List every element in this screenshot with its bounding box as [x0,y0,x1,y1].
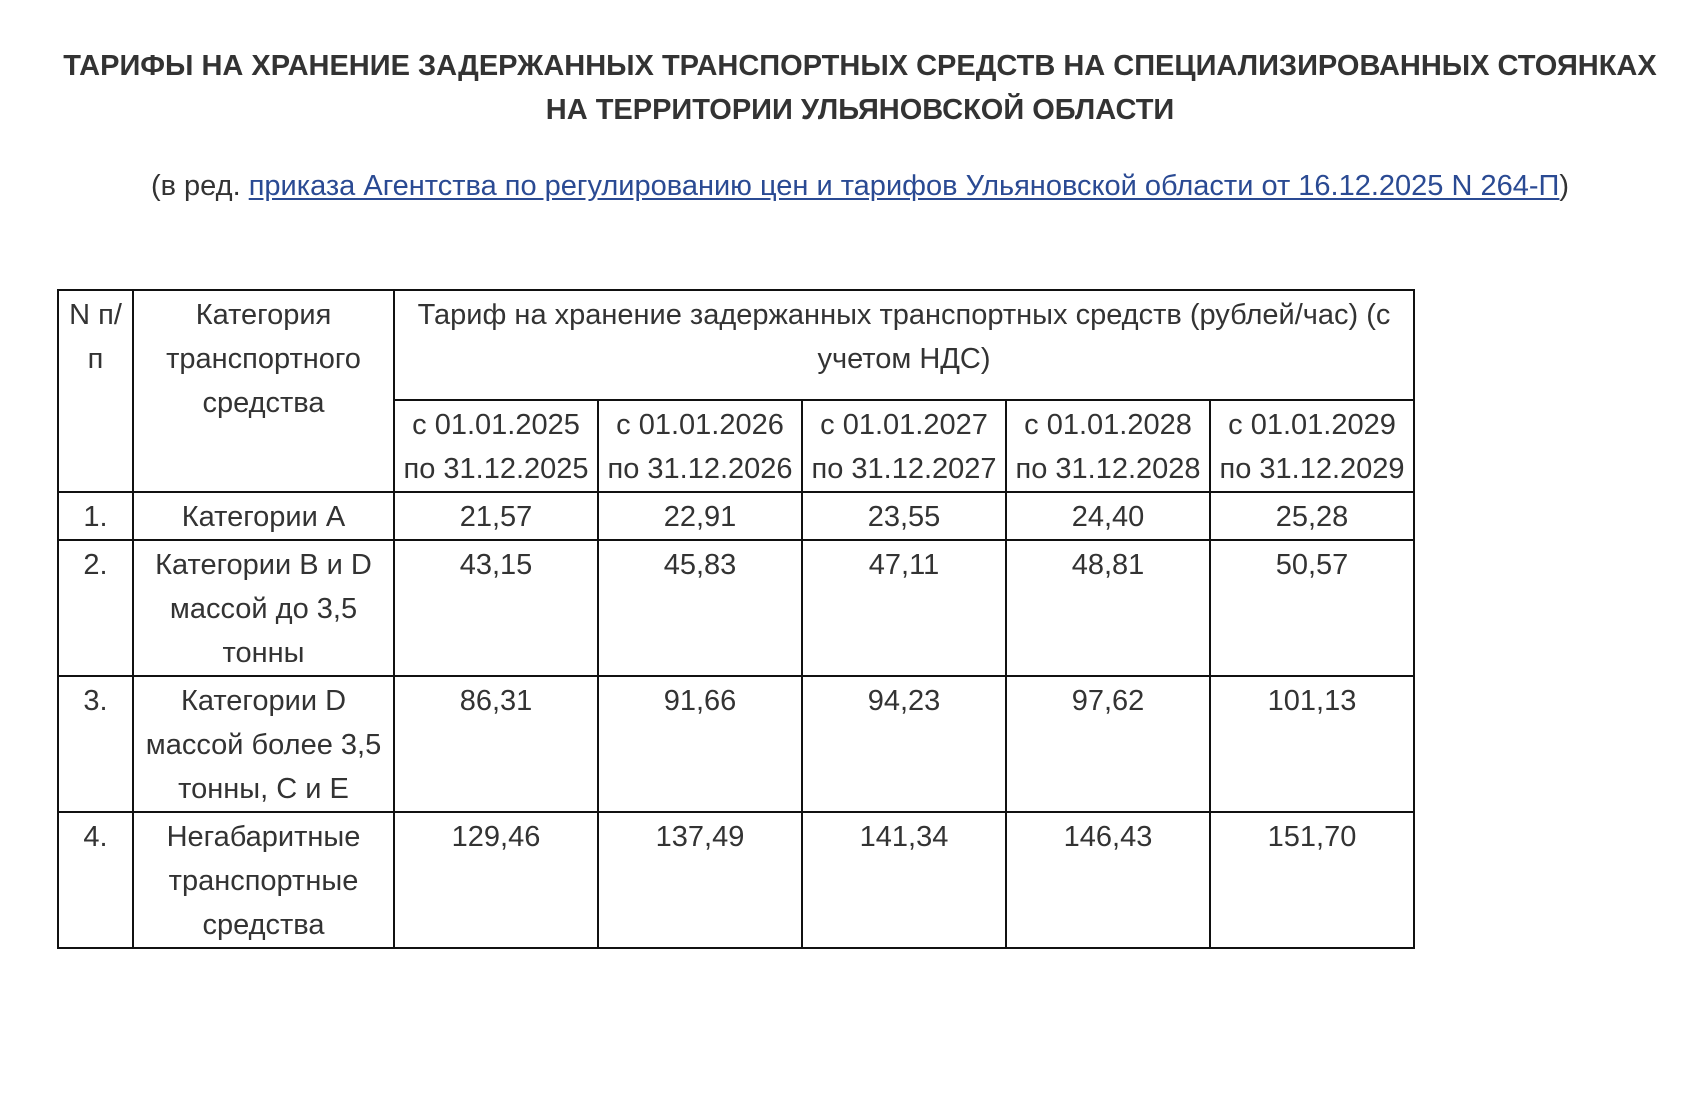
row-value: 91,66 [598,676,802,812]
table-row [58,492,1414,540]
tariff-table [57,289,1415,949]
table-row [58,812,1414,948]
row-value: 101,13 [1210,676,1414,812]
edition-suffix: ) [1559,170,1570,202]
row-value: 23,55 [802,492,1006,540]
row-value: 47,11 [802,540,1006,676]
edition-prefix: (в ред. [150,170,249,202]
header-tariff: Тариф на хранение задержанных транспортных средств (рублей/час) (с учетом НДС) [394,290,1414,400]
row-num: 3. [58,676,133,812]
row-value: 137,49 [598,812,802,948]
row-value: 45,83 [598,540,802,676]
row-value: 94,23 [802,676,1006,812]
row-value: 50,57 [1210,540,1414,676]
header-period: с 01.01.2028 по 31.12.2028 [1006,400,1210,492]
table-header-row [58,290,1414,400]
row-value: 97,62 [1006,676,1210,812]
header-period: с 01.01.2029 по 31.12.2029 [1210,400,1414,492]
table-row [58,540,1414,676]
row-category: Категории A [133,492,394,540]
page-title: ТАРИФЫ НА ХРАНЕНИЕ ЗАДЕРЖАННЫХ ТРАНСПОРТНЫХ СРЕДСТВ НА СПЕЦИАЛИЗИРОВАННЫХ СТОЯНКАХ НА ТЕРРИТОРИИ УЛЬЯНОВСКОЙ ОБЛАСТИ [63,50,1657,126]
edition-note [60,166,1660,206]
row-num: 2. [58,540,133,676]
row-value: 141,34 [802,812,1006,948]
row-value: 24,40 [1006,492,1210,540]
row-value: 86,31 [394,676,598,812]
row-value: 48,81 [1006,540,1210,676]
row-value: 146,43 [1006,812,1210,948]
header-category: Категория транспортного средства [133,290,394,492]
header-period: с 01.01.2026 по 31.12.2026 [598,400,802,492]
row-value: 129,46 [394,812,598,948]
row-value: 151,70 [1210,812,1414,948]
table-row [58,676,1414,812]
row-num: 4. [58,812,133,948]
edition-order-link[interactable]: приказа Агентства по регулированию цен и тарифов Ульяновской области от 16.12.2025 N 264-П [248,170,1560,202]
row-value: 25,28 [1210,492,1414,540]
header-period: с 01.01.2025 по 31.12.2025 [394,400,598,492]
header-num: N п/п [58,290,133,492]
row-category: Категории D массой более 3,5 тонны, C и E [133,676,394,812]
row-value: 21,57 [394,492,598,540]
header-period: с 01.01.2027 по 31.12.2027 [802,400,1006,492]
row-category: Негабаритные транспортные средства [133,812,394,948]
row-value: 22,91 [598,492,802,540]
row-category: Категории B и D массой до 3,5 тонны [133,540,394,676]
row-value: 43,15 [394,540,598,676]
row-num: 1. [58,492,133,540]
